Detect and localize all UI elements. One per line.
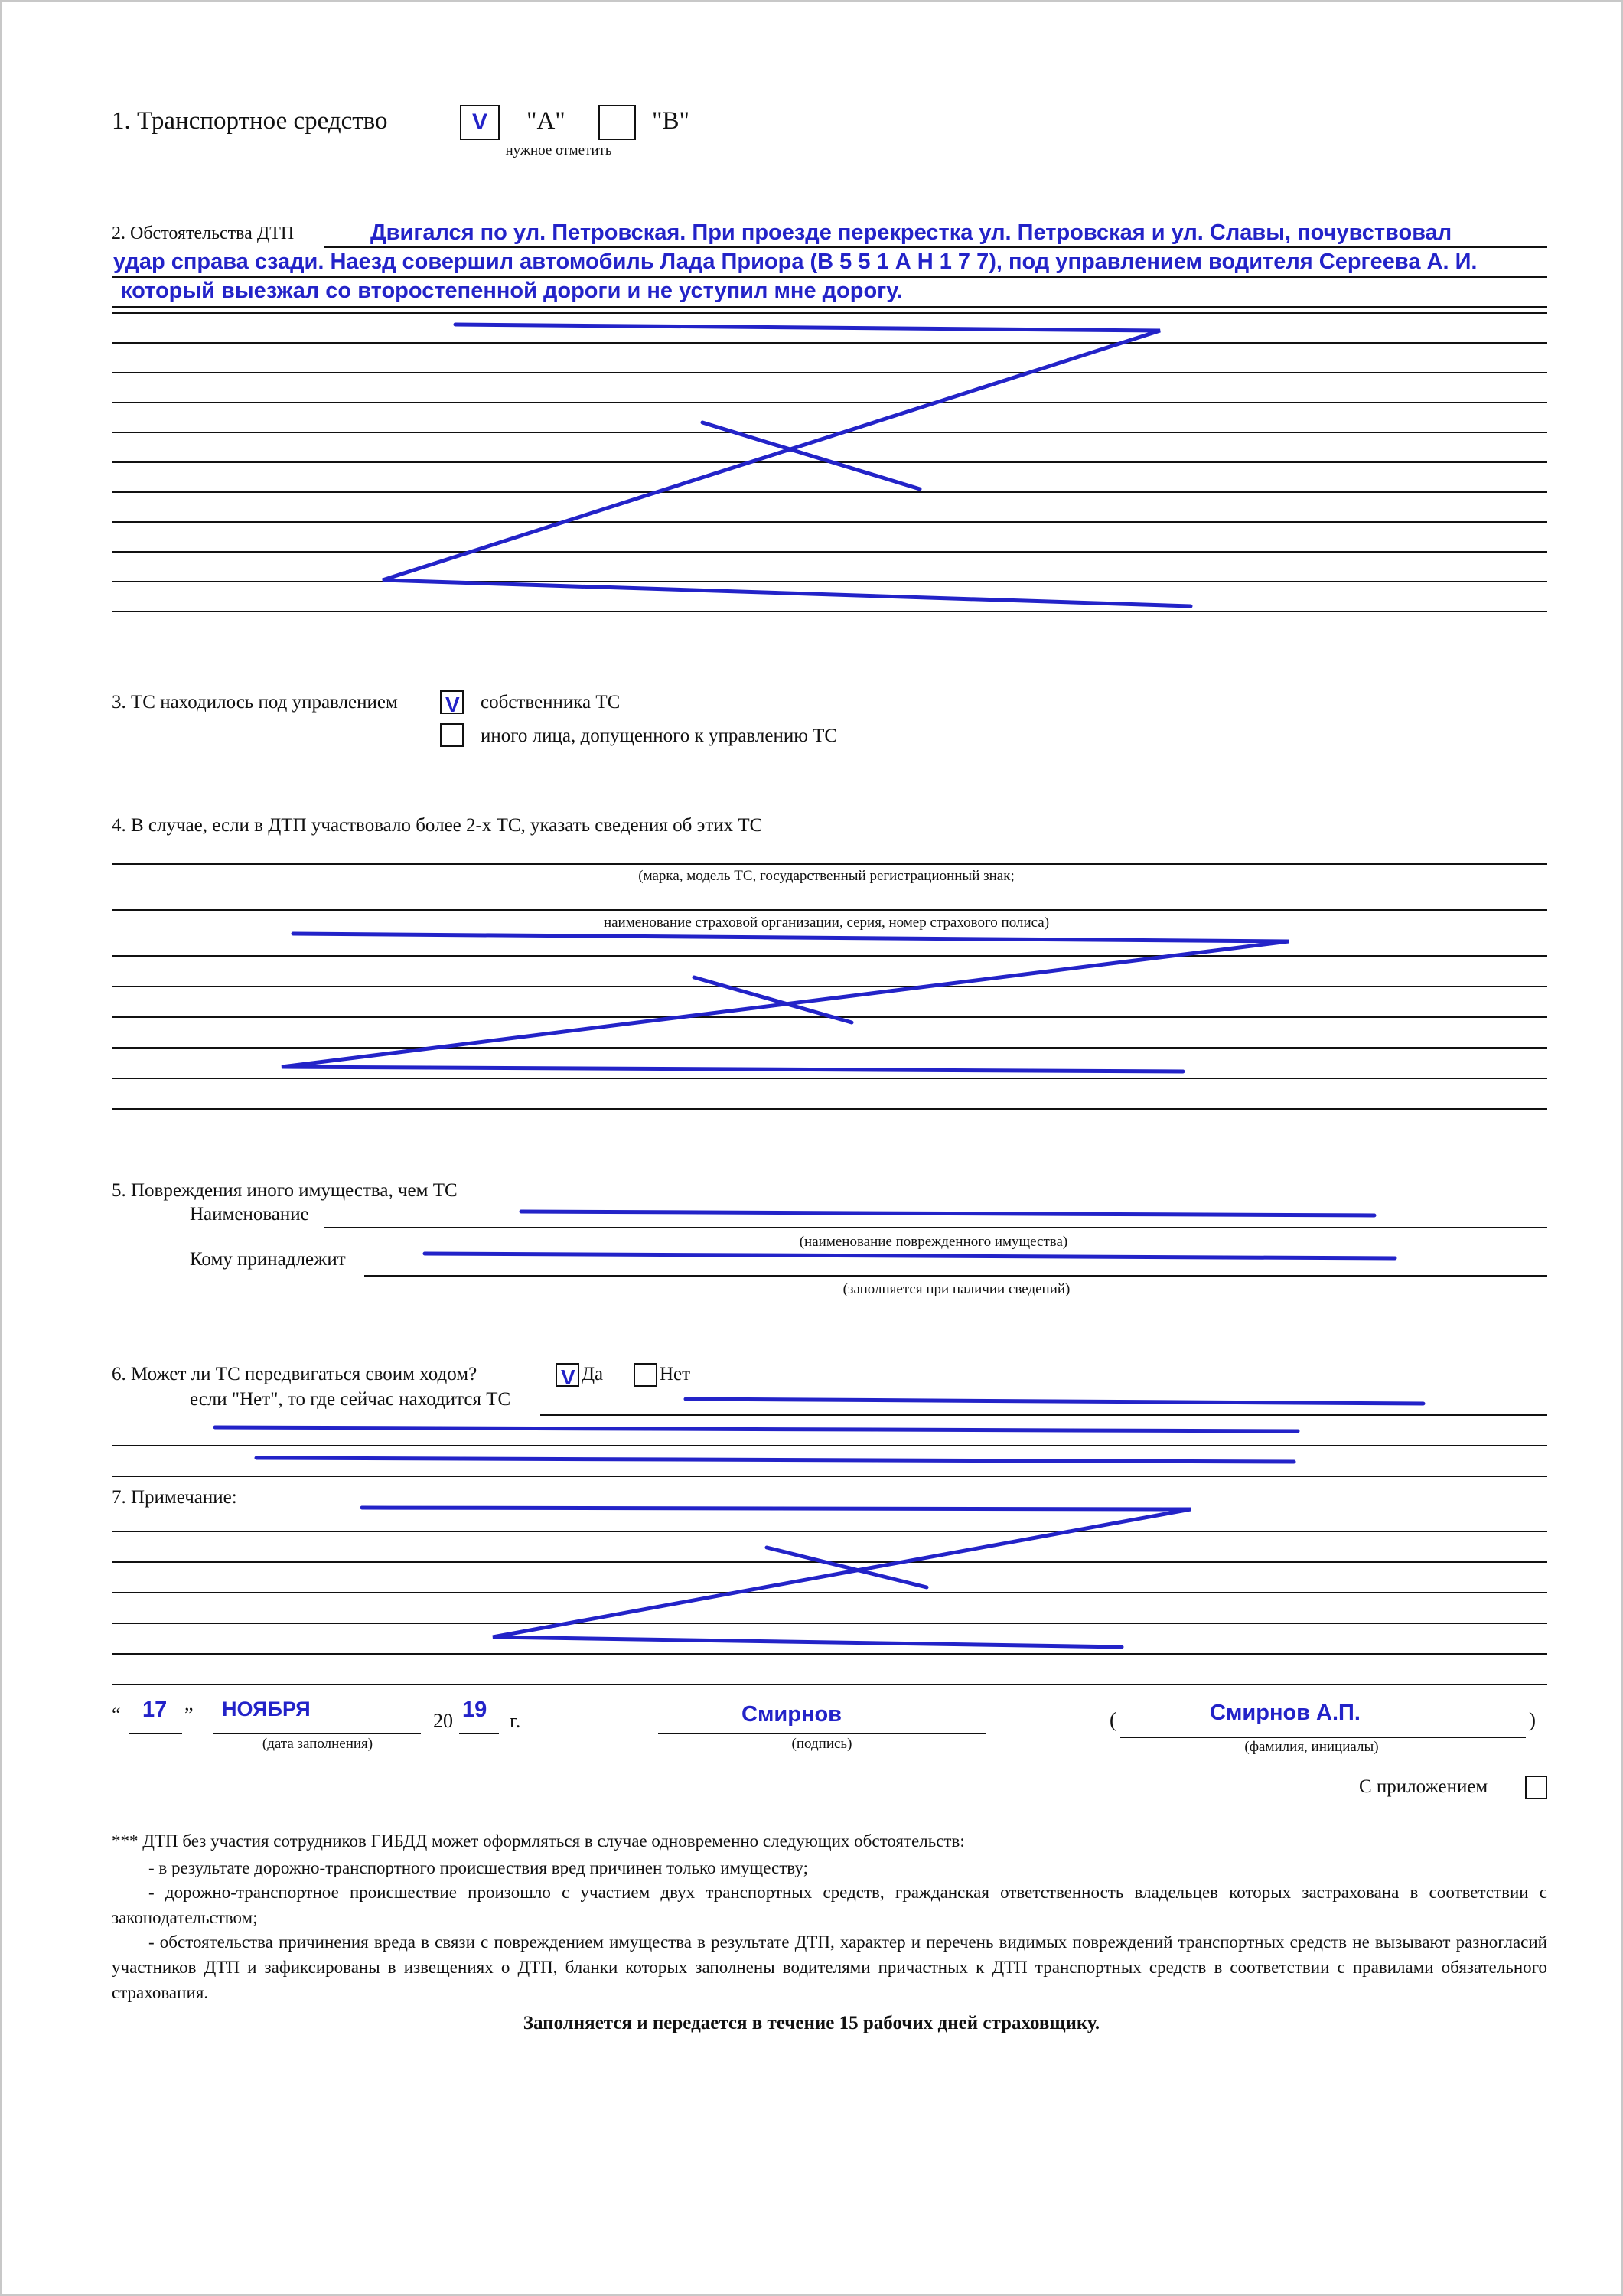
- section2-line-6: [112, 402, 1547, 403]
- date-year-value: 19: [462, 1698, 487, 1722]
- section4-caption-2: наименование страховой организации, серия, номер страхового полиса): [603, 915, 1050, 931]
- date-year-prefix: 20: [433, 1710, 453, 1732]
- owner-option-label: собственника ТС: [481, 692, 621, 713]
- name-caption: (фамилия, инициалы): [1244, 1739, 1379, 1755]
- vehicle-a-check-mark: V: [472, 109, 488, 135]
- section2-label: 2. Обстоятельства ДТП: [112, 223, 295, 243]
- section4-line-8: [112, 1108, 1547, 1110]
- property-owner-line: [364, 1275, 1547, 1277]
- owner-check-mark: V: [445, 693, 460, 716]
- section7-line-4: [112, 1623, 1547, 1624]
- section4-line-3: [112, 955, 1547, 957]
- name-value: Смирнов А.П.: [1210, 1701, 1361, 1725]
- section4-line-1: [112, 863, 1547, 865]
- section6-line-2: [112, 1445, 1547, 1446]
- date-year-unit: г.: [510, 1710, 521, 1732]
- section3-label: 3. ТС находилось под управлением: [112, 692, 398, 713]
- section6-label: 6. Может ли ТС передвигаться своим ходом?: [112, 1364, 477, 1384]
- footnote-item-3: - обстоятельства причинения вреда в связи с повреждением имущества в результате ДТП, характер и перечень видимых повреждений транспортных средств не вызывают разногласий участников ДТП и зафиксированы в извещениях о ДТП, бланки которых заполнены водителями причастных к ДТП транспортных средств в соответствии с правилами обязательного страхования.: [112, 1932, 1547, 2002]
- section4-line-4: [112, 986, 1547, 987]
- property-name-label: Наименование: [190, 1204, 309, 1225]
- can-move-no-label: Нет: [660, 1364, 691, 1384]
- vehicle-a-label: "А": [526, 107, 565, 135]
- section1-label: 1. Транспортное средство: [112, 107, 388, 135]
- mark-needed-hint: нужное отметить: [505, 142, 612, 158]
- section2-line-13: [112, 611, 1547, 612]
- name-line: [1120, 1737, 1526, 1738]
- section4-label: 4. В случае, если в ДТП участвовало более 2-х ТС, указать сведения об этих ТС: [112, 815, 763, 836]
- section7-line-3: [112, 1592, 1547, 1593]
- name-paren-close: ): [1529, 1708, 1536, 1731]
- section2-line-7: [112, 432, 1547, 433]
- can-move-yes-checkbox[interactable]: [556, 1363, 579, 1387]
- owner-checkbox[interactable]: [440, 690, 464, 714]
- other-person-checkbox[interactable]: [440, 723, 464, 747]
- attachment-checkbox[interactable]: [1525, 1776, 1547, 1799]
- footnote-closing: Заполняется и передается в течение 15 рабочих дней страховщику.: [523, 2013, 1100, 2033]
- circumstances-line-3: который выезжал со второстепенной дороги и не уступил мне дорогу.: [121, 279, 903, 303]
- section2-line-12: [112, 581, 1547, 582]
- footnote-item-2: - дорожно-транспортное происшествие произошло с участием двух транспортных средств, гражданская ответственность владельцев которых застрахована в соответствии с законодательством;: [112, 1883, 1547, 1927]
- can-move-yes-check-mark: V: [561, 1365, 575, 1389]
- date-quote-open: “: [112, 1704, 121, 1726]
- property-name-line: [324, 1227, 1547, 1228]
- date-month-value: НОЯБРЯ: [222, 1698, 311, 1720]
- footnote-item-1: - в результате дорожно-транспортного происшествия вред причинен только имуществу;: [148, 1858, 808, 1877]
- section2-line-3: [112, 312, 1547, 314]
- attachment-label: С приложением: [1359, 1776, 1488, 1797]
- section7-label: 7. Примечание:: [112, 1487, 237, 1508]
- section4-line-7: [112, 1078, 1547, 1079]
- section2-line-9: [112, 491, 1547, 493]
- section6-line-3: [112, 1476, 1547, 1477]
- can-move-no-checkbox[interactable]: [634, 1363, 657, 1387]
- section2-line-8: [112, 461, 1547, 463]
- other-person-option-label: иного лица, допущенного к управлению ТС: [481, 726, 838, 746]
- vehicle-location-label: если "Нет", то где сейчас находится ТС: [190, 1389, 511, 1410]
- signature-line: [658, 1733, 986, 1734]
- section4-line-6: [112, 1047, 1547, 1049]
- section2-line-10: [112, 521, 1547, 523]
- footnote-intro: *** ДТП без участия сотрудников ГИБДД может оформляться в случае одновременно следующих обстоятельств:: [112, 1831, 965, 1851]
- section2-line-2: [112, 306, 1547, 308]
- can-move-yes-label: Да: [582, 1364, 604, 1384]
- circumstances-line-2: удар справа сзади. Наезд совершил автомобиль Лада Приора (В 5 5 1 А Н 1 7 7), под управлением водителя Сергеева А. И.: [113, 249, 1478, 274]
- date-day-value: 17: [142, 1698, 168, 1722]
- section2-line-4: [112, 342, 1547, 344]
- name-paren-open: (: [1110, 1708, 1116, 1731]
- date-month-line: [213, 1733, 421, 1734]
- section2-line-5: [112, 372, 1547, 373]
- vehicle-location-line: [540, 1414, 1547, 1416]
- section7-line-2: [112, 1561, 1547, 1563]
- section7-line-6: [112, 1684, 1547, 1685]
- section2-line-0: [324, 246, 1547, 248]
- section5-label: 5. Повреждения иного имущества, чем ТС: [112, 1180, 458, 1201]
- section4-line-5: [112, 1016, 1547, 1018]
- section7-line-5: [112, 1653, 1547, 1655]
- vehicle-b-checkbox[interactable]: [598, 105, 636, 140]
- section4-caption-1: (марка, модель ТС, государственный регистрационный знак;: [638, 868, 1015, 884]
- property-name-caption: (наименование поврежденного имущества): [799, 1234, 1068, 1250]
- vehicle-a-checkbox[interactable]: [460, 105, 500, 140]
- section2-line-11: [112, 551, 1547, 553]
- section4-line-2: [112, 909, 1547, 911]
- date-year-line: [459, 1733, 499, 1734]
- signature-value: Смирнов: [741, 1702, 842, 1727]
- date-quote-close: ”: [184, 1704, 194, 1726]
- circumstances-line-1: Двигался по ул. Петровская. При проезде перекрестка ул. Петровская и ул. Славы, почувствовал: [370, 220, 1452, 245]
- date-caption: (дата заполнения): [262, 1736, 373, 1752]
- vehicle-b-label: "В": [652, 107, 689, 135]
- date-day-line: [129, 1733, 182, 1734]
- section2-line-1: [112, 276, 1547, 278]
- section7-line-1: [112, 1531, 1547, 1532]
- property-owner-label: Кому принадлежит: [190, 1249, 346, 1270]
- signature-caption: (подпись): [791, 1736, 852, 1752]
- property-owner-caption: (заполняется при наличии сведений): [842, 1281, 1071, 1297]
